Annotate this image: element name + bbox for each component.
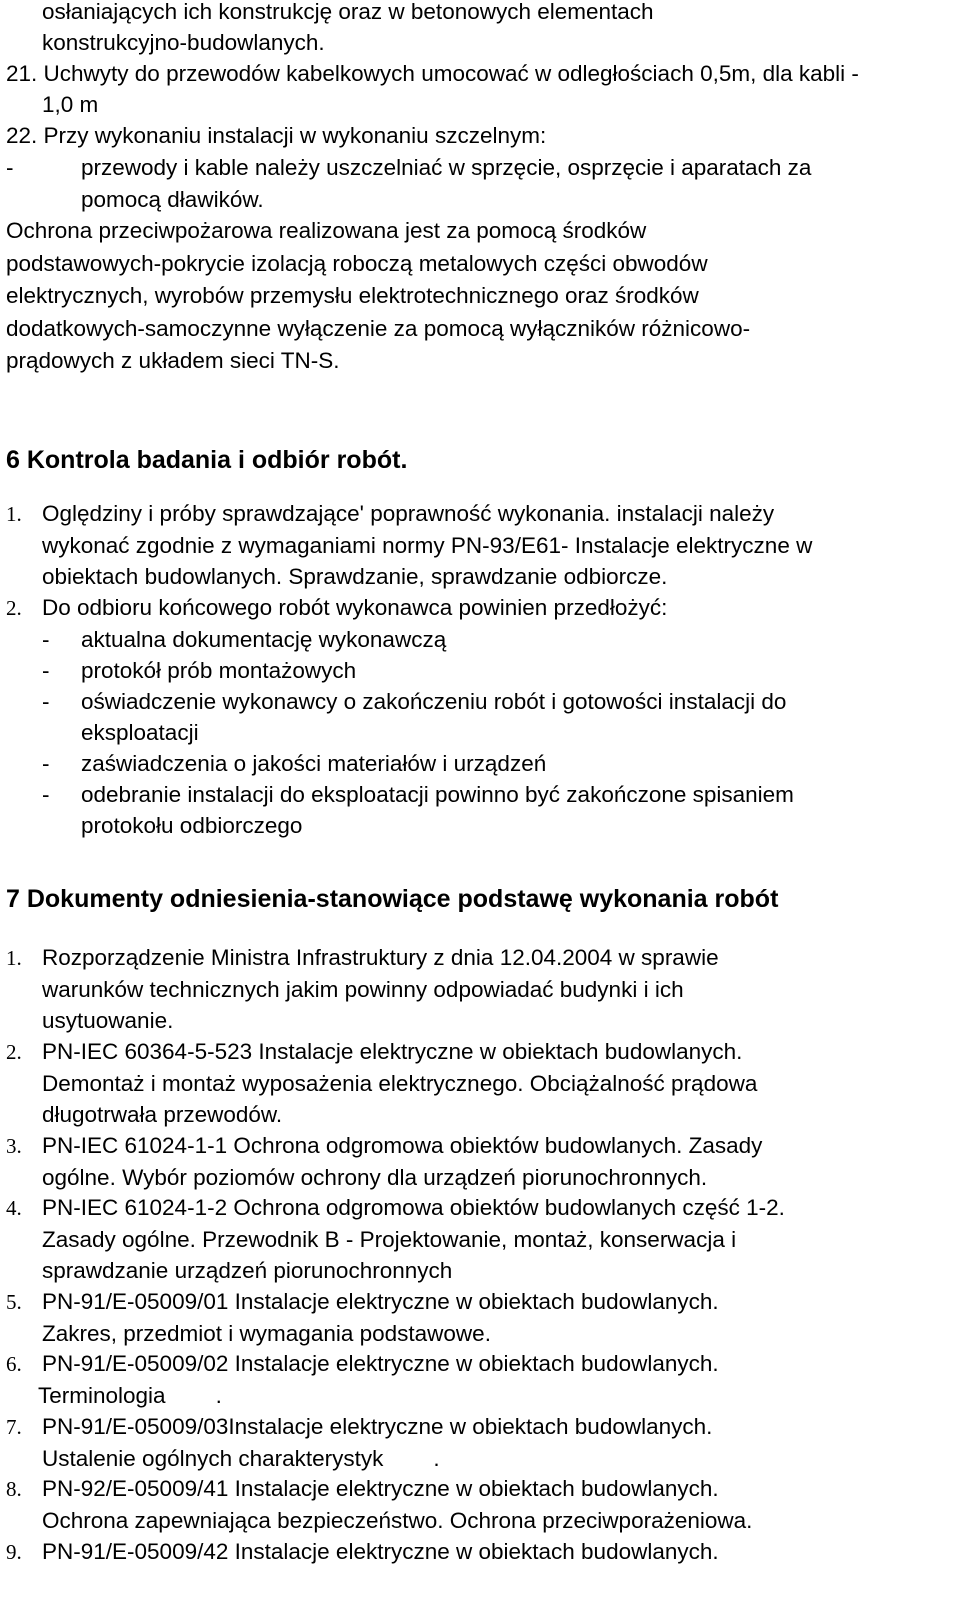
item-22-line-2: przewody i kable należy uszczelniać w sprzęcie, osprzęcie i aparatach za <box>81 155 812 180</box>
ref-7-line-2: Ustalenie ogólnych charakterystyk . <box>42 1446 440 1471</box>
ref-9-line-1: PN-91/E-05009/42 Instalacje elektryczne w obiektach budowlanych. <box>42 1539 719 1564</box>
fire-protection-line-4: dodatkowych-samoczynne wyłączenie za pomocą wyłączników różnicowo- <box>6 316 751 341</box>
item-22-dash: - <box>6 155 14 180</box>
ref-4-number: 4. <box>6 1196 22 1220</box>
ref-3-number: 3. <box>6 1134 22 1158</box>
ref-6-number: 6. <box>6 1352 22 1376</box>
bullet-5-continued: protokołu odbiorczego <box>81 813 303 838</box>
ref-5-line-1: PN-91/E-05009/01 Instalacje elektryczne w obiektach budowlanych. <box>42 1289 719 1314</box>
fire-protection-line-5: prądowych z układem sieci TN-S. <box>6 348 340 373</box>
item-22-line-1: 22. Przy wykonaniu instalacji w wykonaniu szczelnym: <box>6 123 547 148</box>
bullet-dash: - <box>42 658 50 683</box>
ref-3-line-1: PN-IEC 61024-1-1 Ochrona odgromowa obiektów budowlanych. Zasady <box>42 1133 763 1158</box>
ref-7-line-1: PN-91/E-05009/03Instalacje elektryczne w obiektach budowlanych. <box>42 1414 713 1439</box>
bullet-3: oświadczenie wykonawcy o zakończeniu robót i gotowości instalacji do <box>81 689 787 714</box>
bullet-4: zaświadczenia o jakości materiałów i urządzeń <box>81 751 547 776</box>
ref-1-number: 1. <box>6 946 22 970</box>
ref-4-line-1: PN-IEC 61024-1-2 Ochrona odgromowa obiektów budowlanych część 1-2. <box>42 1195 785 1220</box>
bullet-dash: - <box>42 627 50 652</box>
section-6-item-1-number: 1. <box>6 502 22 526</box>
bullet-2: protokół prób montażowych <box>81 658 357 683</box>
intro-line-1: osłaniających ich konstrukcję oraz w betonowych elementach <box>42 0 654 24</box>
ref-1-line-2: warunków technicznych jakim powinny odpowiadać budynki i ich <box>42 977 684 1002</box>
ref-3-line-2: ogólne. Wybór poziomów ochrony dla urządzeń piorunochronnych. <box>42 1165 708 1190</box>
section-6-item-1-line-2: wykonać zgodnie z wymaganiami normy PN-93/E61- Instalacje elektryczne w <box>42 533 813 558</box>
item-21-line-2: 1,0 m <box>42 92 99 117</box>
ref-8-line-2: Ochrona zapewniająca bezpieczeństwo. Ochrona przeciwporażeniowa. <box>42 1508 753 1533</box>
bullet-3-continued: eksploatacji <box>81 720 199 745</box>
section-6-item-1-line-1: Oględziny i próby sprawdzające' poprawność wykonania. instalacji należy <box>42 501 775 526</box>
ref-1-line-1: Rozporządzenie Ministra Infrastruktury z dnia 12.04.2004 w sprawie <box>42 945 719 970</box>
section-7-heading: 7 Dokumenty odniesienia-stanowiące podstawę wykonania robót <box>6 885 779 913</box>
ref-6-line-2: Terminologia . <box>38 1383 222 1408</box>
ref-2-line-2: Demontaż i montaż wyposażenia elektrycznego. Obciążalność prądowa <box>42 1071 758 1096</box>
ref-2-line-3: długotrwała przewodów. <box>42 1102 283 1127</box>
bullet-dash: - <box>42 782 50 807</box>
bullet-dash: - <box>42 751 50 776</box>
bullet-1: aktualna dokumentację wykonawczą <box>81 627 447 652</box>
fire-protection-line-3: elektrycznych, wyrobów przemysłu elektrotechnicznego oraz środków <box>6 283 699 308</box>
ref-4-line-2: Zasady ogólne. Przewodnik B - Projektowanie, montaż, konserwacja i <box>42 1227 737 1252</box>
ref-5-number: 5. <box>6 1290 22 1314</box>
section-6-item-2-line: Do odbioru końcowego robót wykonawca powinien przedłożyć: <box>42 595 668 620</box>
ref-8-line-1: PN-92/E-05009/41 Instalacje elektryczne w obiektach budowlanych. <box>42 1476 719 1501</box>
section-6-heading: 6 Kontrola badania i odbiór robót. <box>6 446 408 474</box>
ref-6-line-1: PN-91/E-05009/02 Instalacje elektryczne w obiektach budowlanych. <box>42 1351 719 1376</box>
ref-4-line-3: sprawdzanie urządzeń piorunochronnych <box>42 1258 453 1283</box>
ref-5-line-2: Zakres, przedmiot i wymagania podstawowe. <box>42 1321 491 1346</box>
ref-7-number: 7. <box>6 1415 22 1439</box>
item-21-line-1: 21. Uchwyty do przewodów kabelkowych umocować w odległościach 0,5m, dla kabli - <box>6 61 859 86</box>
ref-2-line-1: PN-IEC 60364-5-523 Instalacje elektryczne w obiektach budowlanych. <box>42 1039 743 1064</box>
item-22-line-3: pomocą dławików. <box>81 187 264 212</box>
bullet-dash: - <box>42 689 50 714</box>
ref-8-number: 8. <box>6 1477 22 1501</box>
ref-2-number: 2. <box>6 1040 22 1064</box>
intro-line-2: konstrukcyjno-budowlanych. <box>42 30 325 55</box>
fire-protection-line-2: podstawowych-pokrycie izolacją roboczą metalowych części obwodów <box>6 251 708 276</box>
ref-1-line-3: usytuowanie. <box>42 1008 174 1033</box>
fire-protection-line-1: Ochrona przeciwpożarowa realizowana jest za pomocą środków <box>6 218 647 243</box>
ref-9-number: 9. <box>6 1540 22 1564</box>
section-6-item-1-line-3: obiektach budowlanych. Sprawdzanie, sprawdzanie odbiorcze. <box>42 564 668 589</box>
bullet-5: odebranie instalacji do eksploatacji powinno być zakończone spisaniem <box>81 782 794 807</box>
section-6-item-2-number: 2. <box>6 596 22 620</box>
